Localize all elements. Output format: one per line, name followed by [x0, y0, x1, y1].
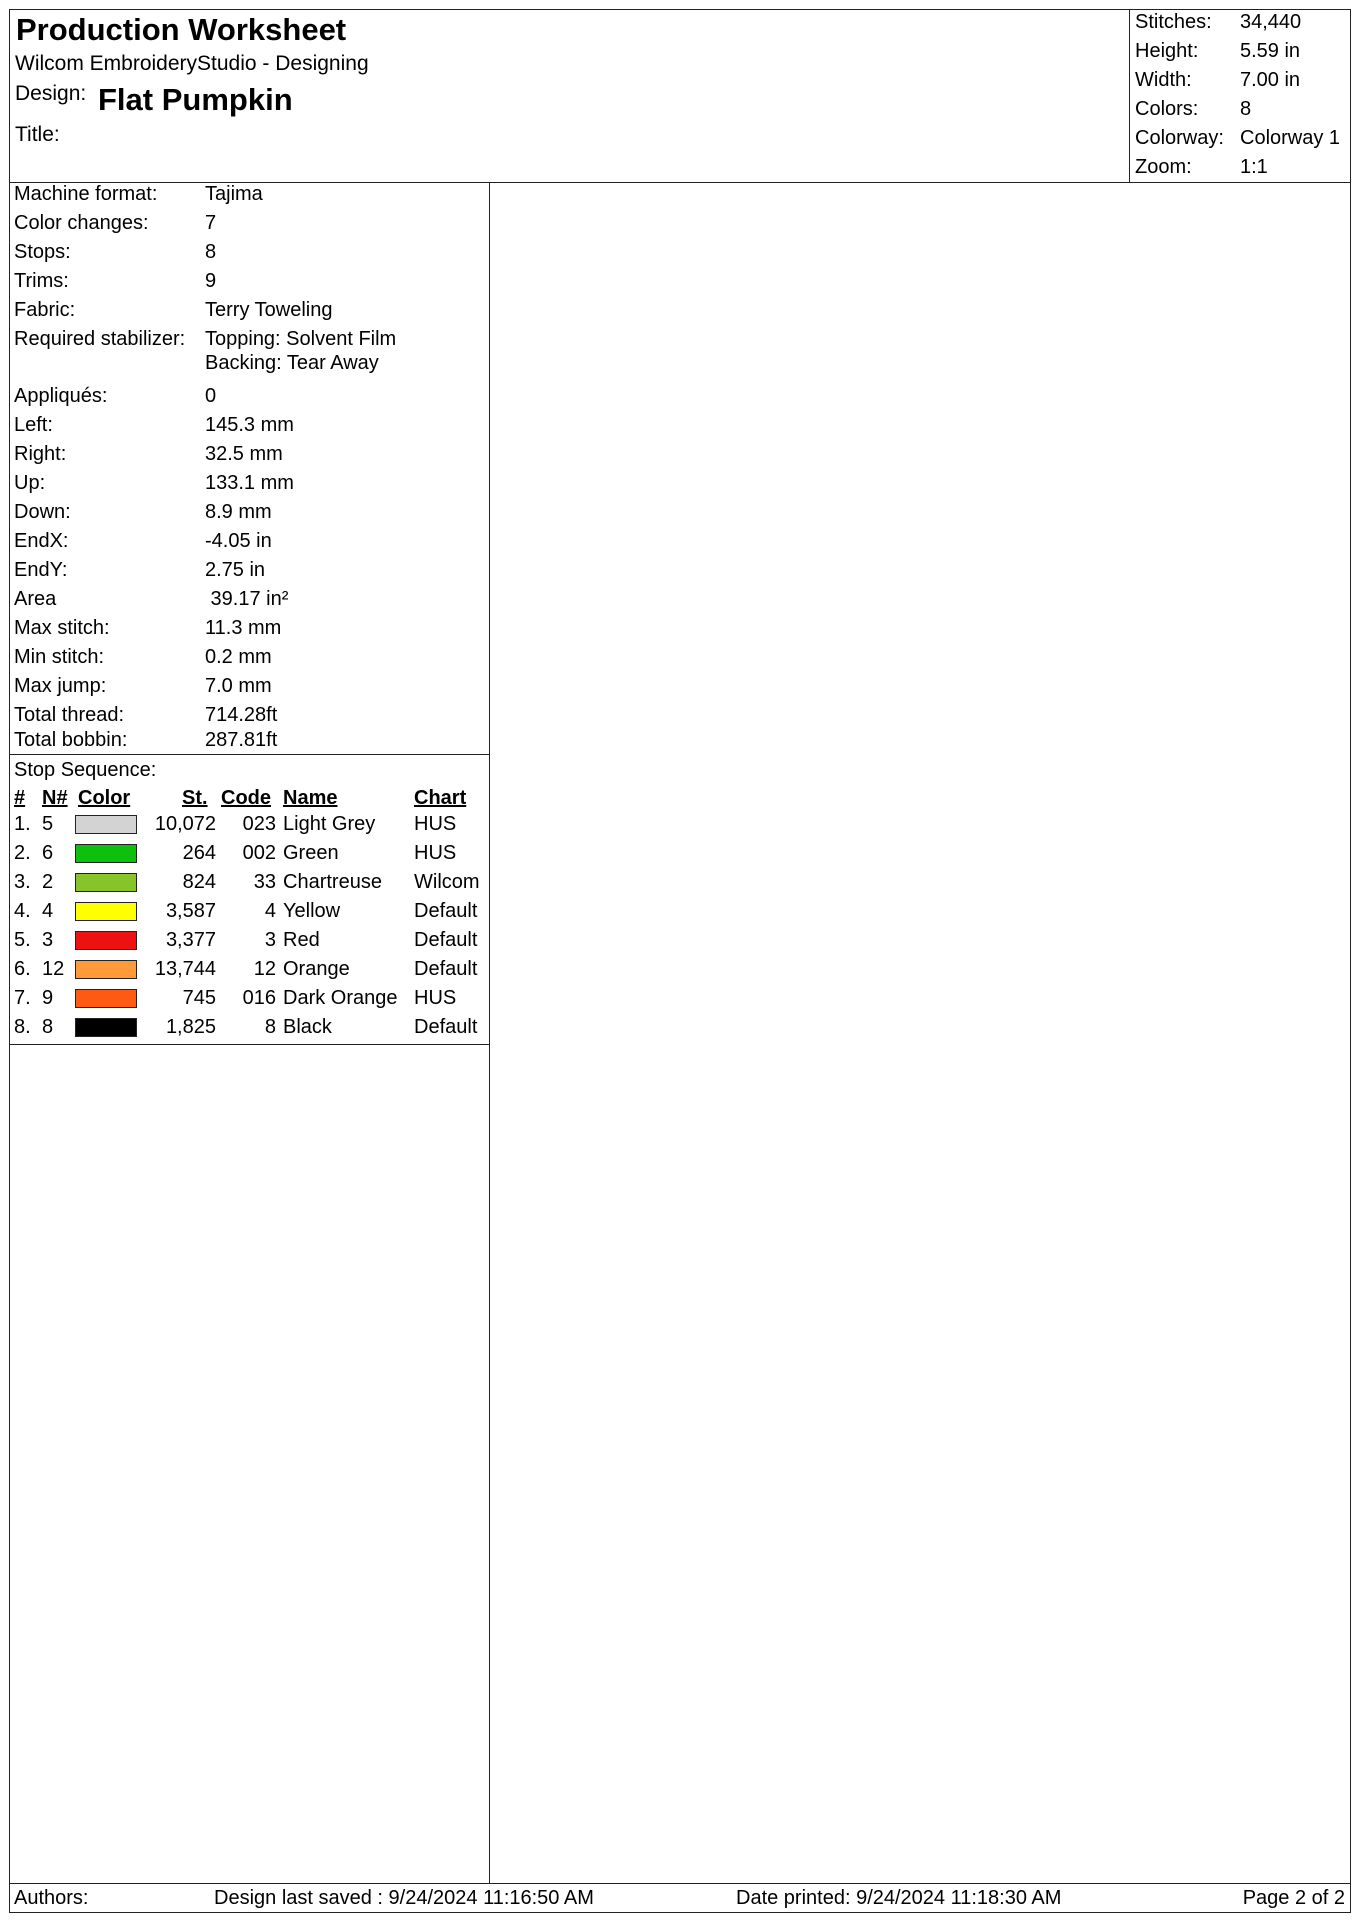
worksheet-footer: [10, 1883, 1350, 1913]
stop-needle: 3: [42, 929, 54, 951]
stop-thread-name: Yellow: [283, 900, 341, 922]
stop-num: 3.: [14, 871, 31, 893]
header-needle: N#: [42, 787, 68, 809]
header-num: #: [14, 787, 26, 809]
table-row: [10, 871, 489, 899]
header-stitches: St.: [182, 787, 208, 809]
stop-num: 5.: [14, 929, 31, 951]
header-code: Code: [221, 787, 271, 809]
stop-num: 2.: [14, 842, 31, 864]
stop-needle: 2: [42, 871, 54, 893]
stop-code: 002: [242, 842, 276, 864]
stop-thread-name: Green: [283, 842, 339, 864]
footer-last-saved: Design last saved : 9/24/2024 11:16:50 AM: [214, 1887, 594, 1909]
stop-needle: 9: [42, 987, 54, 1009]
stop-stitches: 264: [182, 842, 216, 864]
header-name: Name: [283, 787, 338, 809]
stop-thread-name: Light Grey: [283, 813, 376, 835]
table-row: [10, 987, 489, 1015]
design-properties: Machine format: Tajima Color changes: 7 Stops: 8 Trims: 9 Fabric: Terry Toweling Required stabilizer: Topping: Solvent Film Backing: Tear Away Appliqués: 0 Left: 145.3 mm Right: 32.5 mm Up: 133.1 mm Down: 8.9 mm EndX: -4.05 in EndY: 2.75 in Area 39.17 in² Max stitch: 11.3 mm Min stitch: 0.2 mm Max jump: 7.0 mm Total thread: 714.28ft Total bobbin: 287.81ft: [10, 182, 489, 755]
color-swatch: [75, 844, 137, 863]
title-label: Title:: [15, 123, 60, 146]
header-color: Color: [78, 787, 131, 809]
stop-thread-name: Black: [283, 1016, 332, 1038]
stop-needle: 4: [42, 900, 54, 922]
color-swatch: [75, 873, 137, 892]
stop-thread-name: Chartreuse: [283, 871, 382, 893]
table-row: [10, 1016, 489, 1044]
stop-num: 6.: [14, 958, 31, 980]
stop-chart: HUS: [414, 842, 457, 864]
stop-needle: 5: [42, 813, 54, 835]
stop-code: 023: [242, 813, 276, 835]
stop-chart: Default: [414, 900, 478, 922]
stop-stitches: 824: [182, 871, 216, 893]
table-row: [10, 929, 489, 957]
stop-thread-name: Red: [283, 929, 320, 951]
color-swatch: [75, 815, 137, 834]
stop-stitches: 13,744: [154, 958, 216, 980]
table-row: [10, 813, 489, 841]
stop-chart: Default: [414, 958, 478, 980]
stop-num: 1.: [14, 813, 31, 835]
page-title: Production Worksheet: [16, 12, 347, 47]
stop-code: 3: [264, 929, 276, 951]
stop-chart: HUS: [414, 987, 457, 1009]
stop-num: 4.: [14, 900, 31, 922]
stop-stitches: 10,072: [154, 813, 216, 835]
stop-stitches: 1,825: [165, 1016, 216, 1038]
color-swatch: [75, 989, 137, 1008]
details-column: [10, 182, 490, 1883]
stop-needle: 8: [42, 1016, 54, 1038]
stop-chart: Default: [414, 929, 478, 951]
footer-page-number: Page 2 of 2: [1242, 1887, 1345, 1909]
design-label: Design:: [15, 82, 87, 105]
stop-stitches: 3,587: [165, 900, 216, 922]
color-swatch: [75, 1018, 137, 1037]
stop-code: 016: [242, 987, 276, 1009]
stop-chart: Wilcom: [414, 871, 480, 893]
table-row: [10, 900, 489, 928]
footer-authors: Authors:: [14, 1887, 89, 1909]
table-row: [10, 958, 489, 986]
design-preview-area: [490, 182, 1350, 1883]
stop-chart: HUS: [414, 813, 457, 835]
software-name: Wilcom EmbroideryStudio - Designing: [15, 52, 369, 75]
stop-code: 12: [253, 958, 276, 980]
color-swatch: [75, 931, 137, 950]
table-row: [10, 842, 489, 870]
stop-code: 8: [264, 1016, 276, 1038]
stop-sequence-title: Stop Sequence:: [14, 759, 157, 781]
header-chart: Chart: [414, 787, 467, 809]
worksheet-header: [10, 10, 1350, 183]
footer-date-printed: Date printed: 9/24/2024 11:18:30 AM: [736, 1887, 1062, 1909]
stop-chart: Default: [414, 1016, 478, 1038]
stop-num: 8.: [14, 1016, 31, 1038]
design-summary: Stitches: 34,440 Height: 5.59 in Width: 7.00 in Colors: 8 Colorway: Colorway 1 Zoom: 1:1: [1129, 10, 1351, 182]
color-swatch: [75, 902, 137, 921]
color-swatch: [75, 960, 137, 979]
stop-thread-name: Orange: [283, 958, 350, 980]
stop-num: 7.: [14, 987, 31, 1009]
stop-sequence: [10, 754, 489, 1045]
stop-code: 4: [264, 900, 276, 922]
stop-code: 33: [253, 871, 276, 893]
stop-needle: 12: [42, 958, 65, 980]
stop-needle: 6: [42, 842, 54, 864]
stop-stitches: 745: [182, 987, 216, 1009]
stop-thread-name: Dark Orange: [283, 987, 398, 1009]
design-name: Flat Pumpkin: [98, 82, 293, 117]
production-worksheet: [9, 9, 1351, 1913]
stop-stitches: 3,377: [165, 929, 216, 951]
